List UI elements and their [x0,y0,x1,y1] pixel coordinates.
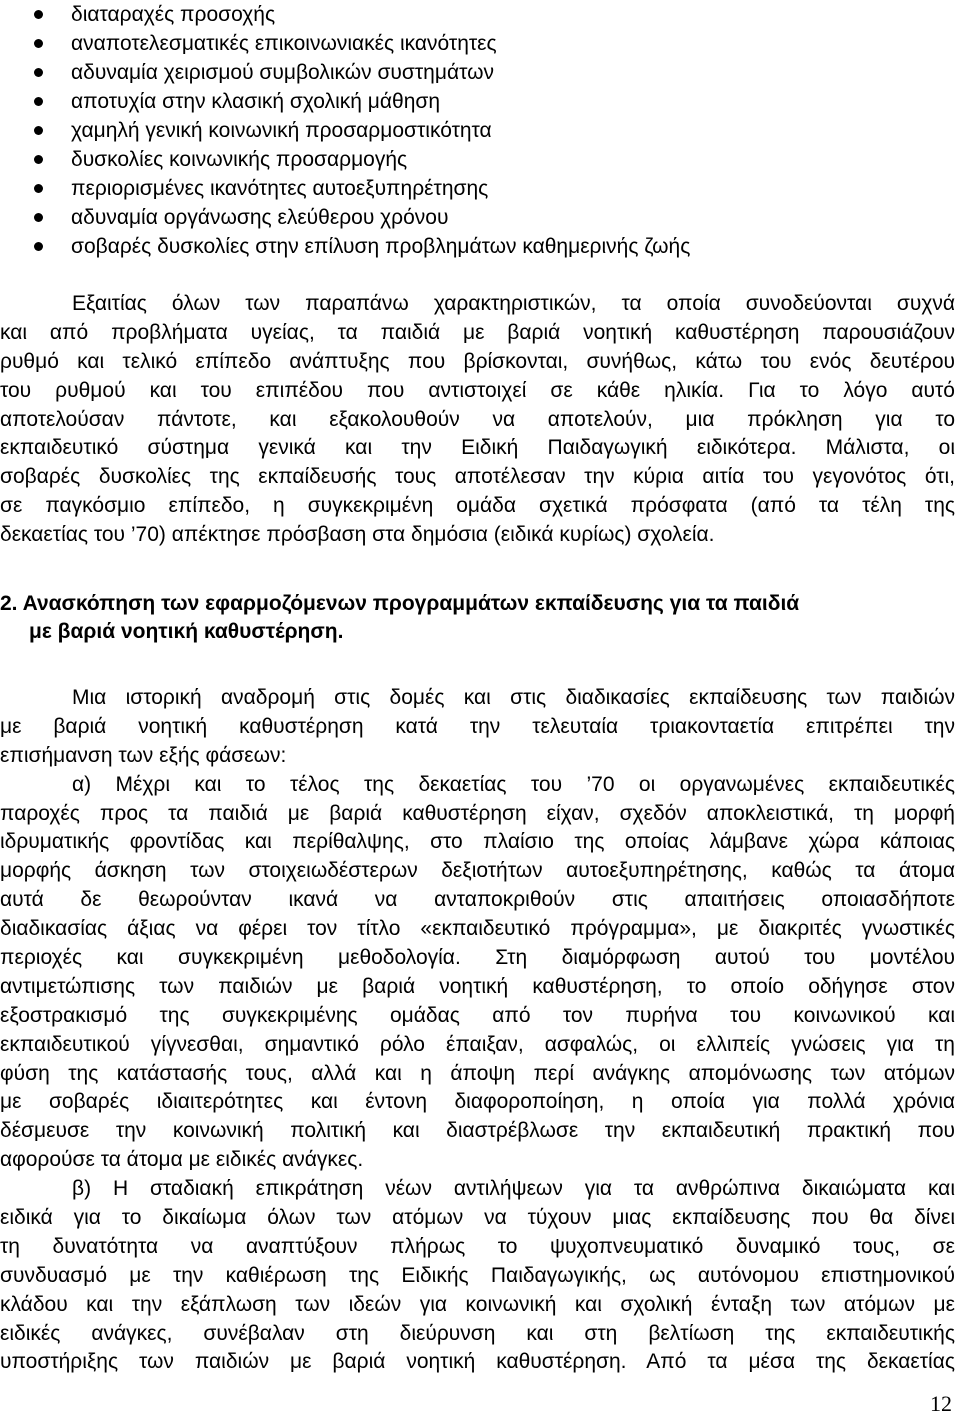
text-line: και από προβλήματα υγείας, τα παιδιά με βαριά νοητική καθυστέρηση παρουσιάζουν [0,320,955,344]
text-line: κλάδου και την εξάπλωση των ιδεών για κοινωνική και σχολική ένταξη των ατόμων με [0,1292,955,1316]
text-line: Εξαιτίας όλων των παραπάνω χαρακτηριστικών, τα οποία συνοδεύονται συχνά [72,292,955,315]
bullet-icon [34,97,43,106]
bullet-icon [34,184,43,193]
text-line: ειδικά για το δικαίωμα όλων των ατόμων να τύχουν μιας εκπαίδευσης που θα δίνει [0,1206,955,1230]
list-item: χαμηλή γενική κοινωνική προσαρμοστικότητα [0,116,950,145]
text-line: τη δυνατότητα να αναπτύξουν πλήρως το ψυχοπνευματικό δυναμικό τους, σε [0,1234,955,1258]
text-line: σε παγκόσμιο επίπεδο, η συγκεκριμένη ομάδα σχετικά πρόσφατα (από τα τέλη της [0,494,955,518]
text-line: δεκαετίας του ’70) απέκτησε πρόσβαση στα δημόσια (ειδικά κυρίως) σχολεία. [0,523,715,547]
text-line: μορφής άσκηση των στοιχειωδέστερων δεξιοτήτων αυτοεξυπηρέτησης, καθώς τα άτομα [0,859,955,883]
text-line: περιοχές και συγκεκριμένη μεθοδολογία. Στη διαμόρφωση αυτού του μοντέλου [0,946,955,970]
list-item: σοβαρές δυσκολίες στην επίλυση προβλημάτων καθημερινής ζωής [0,232,950,261]
list-item: αδυναμία οργάνωσης ελεύθερου χρόνου [0,203,950,232]
text-line: β) Η σταδιακή επικράτηση νέων αντιλήψεων για τα ανθρώπινα δικαιώματα και [72,1177,955,1201]
bullet-icon [34,68,43,77]
text-line: εξοστρακισμό της συγκεκριμένης ομάδας από τον πυρήνα του κοινωνικού και [0,1003,955,1027]
text-line: ειδικές ανάγκες, συνέβαλαν στη διεύρυνση και στη βελτίωση της εκπαιδευτικής [0,1321,955,1345]
bullet-icon [34,242,43,251]
list-item: αδυναμία χειρισμού συμβολικών συστημάτων [0,58,950,87]
text-line: υποστήριξης των παιδιών με βαριά νοητική καθυστέρηση. Από τα μέσα της δεκαετίας [0,1350,955,1374]
paragraph-characteristics [0,290,955,550]
text-line: επισήμανση των εξής φάσεων: [0,743,287,767]
bullet-list [0,0,950,261]
text-line: φύση της κατάστασής τους, αλλά και η άποψη περί ανάγκης απομόνωσης των ατόμων [0,1061,955,1085]
list-item: διαταραχές προσοχής [0,0,950,29]
text-line: διαδικασίας άξιας να φέρει τον τίτλο «εκπαιδευτικό πρόγραμμα», με διακριτές γνωστικές [0,917,955,941]
text-line: του ρυθμού και του επιπέδου που αντιστοιχεί σε κάθε ηλικία. Για το λόγο αυτό [0,378,955,402]
bullet-icon [34,213,43,222]
text-line: αποτελούσαν πάντοτε, και εξακολουθούν να αποτελούν, μια πρόκληση για το [0,407,955,431]
list-item: περιορισμένες ικανότητες αυτοεξυπηρέτησης [0,174,950,203]
text-line: παροχές προς τα παιδιά με βαριά καθυστέρηση είχαν, σχεδόν αποκλειστικά, τη μορφή [0,801,955,825]
list-item: αναποτελεσματικές επικοινωνιακές ικανότητες [0,29,950,58]
text-line: αυτά δε θεωρούνταν ικανά να ανταποκριθούν στις απαιτήσεις οποιασδήποτε [0,888,955,912]
text-line: δέσμευσε την κοινωνική πολιτική και διαστρέβλωσε την εκπαιδευτική πρακτική που [0,1119,955,1143]
heading-line: με βαριά νοητική καθυστέρηση. [29,620,344,643]
text-line: εκπαιδευτικό σύστημα γενικά και την Ειδική Παιδαγωγική ειδικότερα. Μάλιστα, οι [0,436,955,460]
bullet-icon [34,39,43,48]
text-line: αφορούσε τα άτομα με ειδικές ανάγκες. [0,1148,364,1172]
bullet-icon [34,155,43,164]
text-line: εκπαιδευτικού γίγνεσθαι, σημαντικό ρόλο έπαιξαν, ασφαλώς, οι ελλιπείς γνώσεις για τη [0,1032,955,1056]
text-line: αντιμετώπισης των παιδιών με βαριά νοητική καθυστέρηση, το οποίο οδήγησε στον [0,974,955,998]
text-line: α) Μέχρι και το τέλος της δεκαετίας του ’70 οι οργανωμένες εκπαιδευτικές [72,772,955,796]
page-number: 12 [930,1391,952,1416]
text-line: ρυθμό και τελικό επίπεδο ανάπτυξης που βρίσκονται, συνήθως, κάτω του ενός δευτέρου [0,349,955,373]
heading-line: 2. Ανασκόπηση των εφαρμοζόμενων προγραμμάτων εκπαίδευσης για τα παιδιά [0,592,800,615]
section-heading [0,590,955,646]
text-line: ιδρυματικής φροντίδας και περίθαλψης, στο πλαίσιο της οποίας λάμβανε χώρα κάποιας [0,830,955,854]
list-item: αποτυχία στην κλασική σχολική μάθηση [0,87,950,116]
bullet-icon [34,10,43,19]
text-line: συνδυασμό με την καθιέρωση της Ειδικής Παιδαγωγικής, ως αυτόνομου επιστημονικού [0,1263,955,1287]
text-line: με σοβαρές ιδιαιτερότητες και έντονη διαφοροποίηση, η οποία για πολλά χρόνια [0,1090,955,1114]
text-line: σοβαρές δυσκολίες της εκπαίδευσής τους αποτέλεσαν την κύρια αιτία του γεγονότος ότι, [0,465,955,489]
paragraph-review [0,684,955,1377]
list-item: δυσκολίες κοινωνικής προσαρμογής [0,145,950,174]
text-line: με βαριά νοητική καθυστέρηση κατά την τελευταία τριακονταετία επιτρέπει την [0,714,955,738]
bullet-icon [34,126,43,135]
text-line: Μια ιστορική αναδρομή στις δομές και στις διαδικασίες εκπαίδευσης των παιδιών [72,686,955,709]
